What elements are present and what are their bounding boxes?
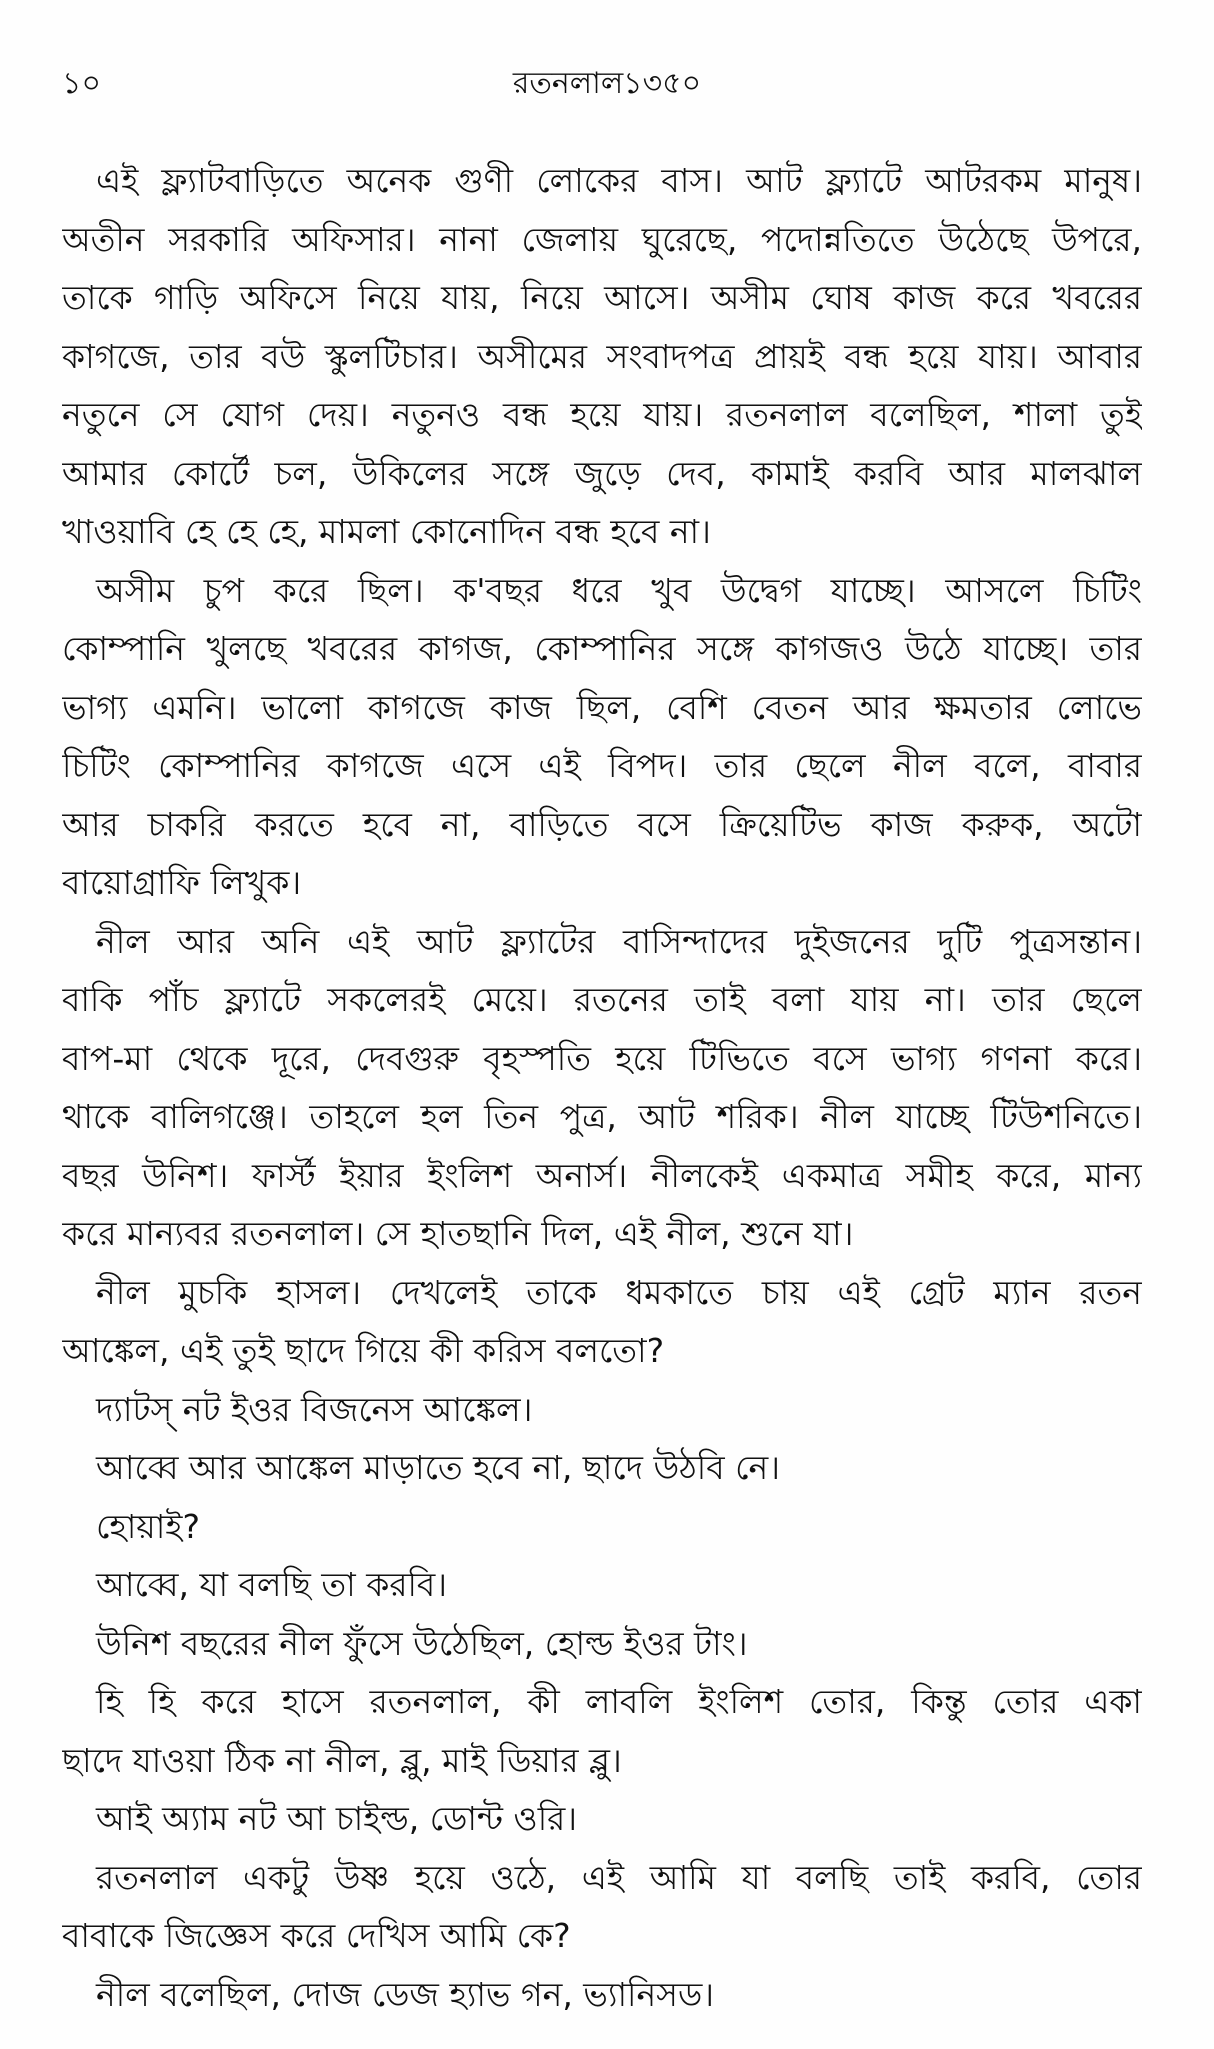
text-line: বাপ-মা থেকে দূরে, দেবগুরু বৃহস্পতি হয়ে টিভিতে বসে ভাগ্য গণনা করে। (62, 1038, 1142, 1078)
text-line: ভাগ্য এমনি। ভালো কাগজে কাজ ছিল, বেশি বেতন আর ক্ষমতার লোভে (62, 687, 1142, 727)
text-line: থাকে বালিগঞ্জে। তাহলে হল তিন পুত্র, আট শরিক। নীল যাচ্ছে টিউশনিতে। (62, 1097, 1142, 1136)
text-line: এই ফ্ল্যাটবাড়িতে অনেক গুণী লোকের বাস। আট ফ্ল্যাটে আটরকম মানুষ। (96, 161, 1142, 200)
page-header (0, 62, 1214, 112)
running-head: রতনলাল১৩৫০ (512, 66, 702, 101)
text-line: হোয়াই? (96, 1506, 200, 1546)
text-line: কাগজে, তার বউ স্কুলটিচার। অসীমের সংবাদপত্র প্রায়ই বন্ধ হয়ে যায়। আবার (62, 336, 1142, 376)
text-line: চিটিং কোম্পানির কাগজে এসে এই বিপদ। তার ছেলে নীল বলে, বাবার (62, 746, 1142, 785)
text-line: নীল বলেছিল, দোজ ডেজ হ্যাভ গন, ভ্যানিসড। (96, 1974, 715, 2014)
text-line: কোম্পানি খুলছে খবরের কাগজ, কোম্পানির সঙ্গে কাগজও উঠে যাচ্ছে। তার (62, 629, 1142, 668)
text-line: খাওয়াবি হে হে হে, মামলা কোনোদিন বন্ধ হবে না। (62, 512, 711, 551)
text-line: নীল মুচকি হাসল। দেখলেই তাকে ধমকাতে চায় এই গ্রেট ম্যান রতন (96, 1272, 1142, 1312)
page-number: ১০ (62, 66, 101, 101)
text-line: দ্যাটস্ নট ইওর বিজনেস আঙ্কেল। (96, 1389, 533, 1429)
text-line: উনিশ বছরের নীল ফুঁসে উঠেছিল, হোল্ড ইওর টাং। (96, 1623, 748, 1663)
text-line: করে মান্যবর রতনলাল। সে হাতছানি দিল, এই নীল, শুনে যা। (62, 1214, 854, 1253)
text-line: আব্বে আর আঙ্কেল মাড়াতে হবে না, ছাদে উঠবি নে। (96, 1448, 780, 1487)
text-line: বছর উনিশ। ফার্স্ট ইয়ার ইংলিশ অনার্স। নীলকেই একমাত্র সমীহ করে, মান্য (62, 1155, 1142, 1195)
text-line: ছাদে যাওয়া ঠিক না নীল, ব্লু, মাই ডিয়ার ব্লু। (62, 1740, 622, 1780)
text-line: আমার কোর্টে চল, উকিলের সঙ্গে জুড়ে দেব, কামাই করবি আর মালঝাল (62, 453, 1142, 493)
text-line: বায়োগ্রাফি লিখুক। (62, 863, 302, 902)
text-line: অসীম চুপ করে ছিল। ক'বছর ধরে খুব উদ্বেগ যাচ্ছে। আসলে চিটিং (96, 570, 1142, 610)
text-line: তাকে গাড়ি অফিসে নিয়ে যায়, নিয়ে আসে। অসীম ঘোষ কাজ করে খবরের (62, 278, 1142, 317)
text-line: বাকি পাঁচ ফ্ল্যাটে সকলেরই মেয়ে। রতনের তাই বলা যায় না। তার ছেলে (62, 980, 1142, 1019)
text-line: রতনলাল একটু উষ্ণ হয়ে ওঠে, এই আমি যা বলছি তাই করবি, তোর (96, 1857, 1142, 1897)
text-line: বাবাকে জিজ্ঞেস করে দেখিস আমি কে? (62, 1916, 571, 1955)
text-line: আর চাকরি করতে হবে না, বাড়িতে বসে ক্রিয়েটিভ কাজ করুক, অটো (62, 804, 1142, 844)
text-line: হি হি করে হাসে রতনলাল, কী লাবলি ইংলিশ তোর, কিন্তু তোর একা (96, 1682, 1142, 1721)
text-line: নীল আর অনি এই আট ফ্ল্যাটের বাসিন্দাদের দুইজনের দুটি পুত্রসন্তান। (96, 921, 1142, 961)
text-line: আই অ্যাম নট আ চাইল্ড, ডোন্ট ওরি। (96, 1799, 578, 1838)
text-line: নতুনে সে যোগ দেয়। নতুনও বন্ধ হয়ে যায়। রতনলাল বলেছিল, শালা তুই (62, 395, 1142, 434)
body-text (62, 152, 1142, 2024)
text-line: আব্বে, যা বলছি তা করবি। (96, 1565, 448, 1604)
text-line: অতীন সরকারি অফিসার। নানা জেলায় ঘুরেছে, পদোন্নতিতে উঠেছে উপরে, (62, 219, 1142, 259)
text-line: আঙ্কেল, এই তুই ছাদে গিয়ে কী করিস বলতো? (62, 1331, 665, 1370)
